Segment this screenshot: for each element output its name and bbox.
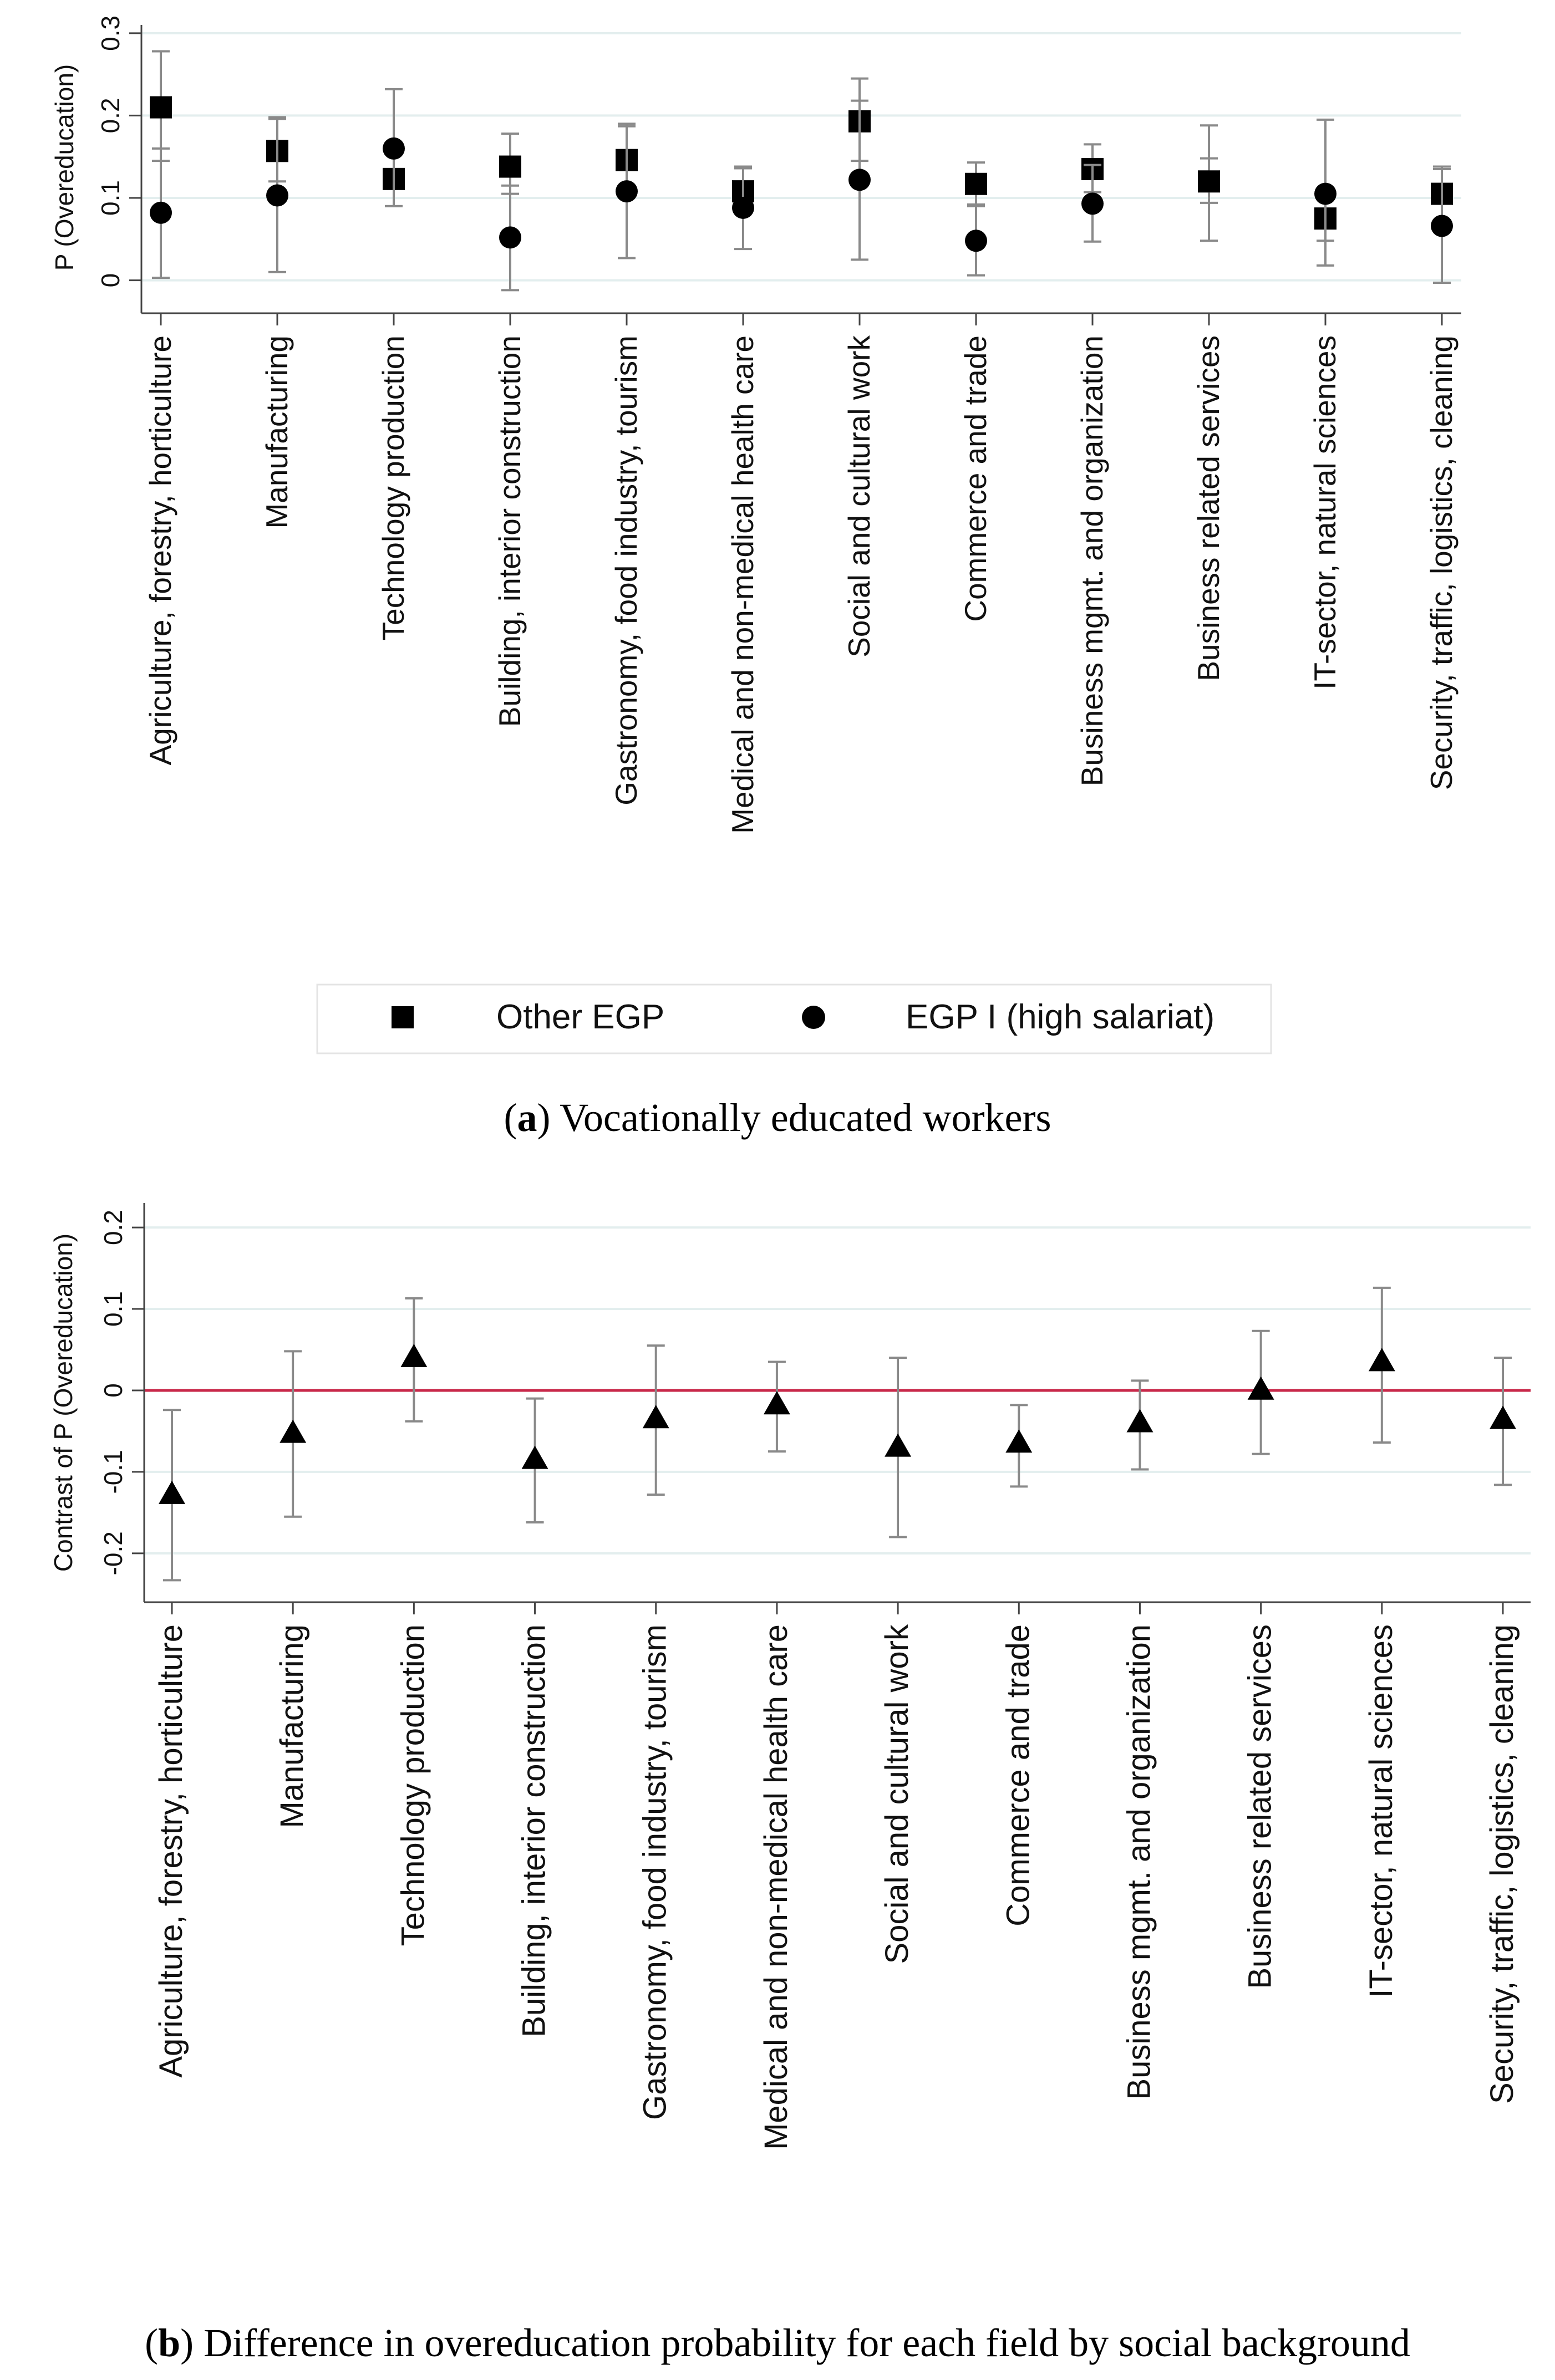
y-tick-label-a-2: 0.2 (96, 98, 125, 134)
category-labels-a (143, 335, 1459, 834)
y-tick-label-b-4: -0.2 (99, 1531, 128, 1576)
y-tick-label-b-0: 0.2 (99, 1210, 128, 1246)
point-circle-a-s1-4 (616, 180, 638, 202)
point-circle-a-s1-11 (1431, 215, 1453, 237)
legend-label-egp-i: EGP I (high salariat) (906, 998, 1215, 1036)
point-circle-a-s1-9 (1198, 170, 1220, 192)
legend-marker-other-egp (392, 1006, 414, 1028)
y-tick-label-b-1: 0.1 (99, 1291, 128, 1327)
category-label-a-0: Agriculture, forestry, horticulture (143, 335, 177, 766)
category-label-a-11: Security, traffic, logistics, cleaning (1424, 335, 1459, 791)
y-axis-label-b: Contrast of P (Overeducation) (49, 1233, 78, 1572)
point-circle-a-s1-5 (732, 197, 754, 219)
caption-b-text: Difference in overeducation probability for each field by social background (194, 2321, 1410, 2365)
category-label-a-9: Business related services (1191, 335, 1226, 681)
point-circle-a-s1-0 (150, 202, 172, 224)
y-tick-label-a-1: 0.1 (96, 180, 125, 216)
category-labels-b (153, 1624, 1520, 2150)
category-label-a-5: Medical and non-medical health care (725, 335, 760, 834)
point-circle-a-s1-2 (383, 137, 405, 160)
x-ticks-a (161, 313, 1442, 325)
caption-b: (b) Difference in overeducation probability for each field by social background (145, 2321, 1410, 2365)
point-square-a-s0-3 (499, 156, 521, 178)
point-circle-a-s1-10 (1314, 183, 1337, 205)
plot-area-a (141, 25, 1461, 313)
y-tick-labels-a (96, 16, 125, 287)
category-label-b-2: Technology production (395, 1624, 431, 1946)
category-label-a-10: IT-sector, natural sciences (1308, 335, 1342, 690)
category-label-a-3: Building, interior construction (492, 335, 527, 727)
chart-b (49, 1203, 1531, 2150)
category-label-b-0: Agriculture, forestry, horticulture (153, 1624, 189, 2078)
point-circle-a-s1-8 (1081, 192, 1104, 215)
legend (317, 985, 1271, 1053)
category-label-b-7: Commerce and trade (1000, 1624, 1036, 1927)
category-label-b-4: Gastronomy, food industry, tourism (637, 1624, 673, 2120)
point-square-a-s0-7 (965, 173, 987, 195)
point-circle-a-s1-7 (965, 230, 987, 252)
point-circle-a-s1-1 (266, 185, 288, 207)
category-label-a-8: Business mgmt. and organization (1075, 335, 1109, 787)
legend-marker-egp-i (802, 1006, 825, 1029)
caption-a-letter: a (517, 1095, 537, 1140)
category-label-a-4: Gastronomy, food industry, tourism (609, 335, 643, 806)
category-label-b-8: Business mgmt. and organization (1121, 1624, 1157, 2100)
category-label-a-7: Commerce and trade (958, 335, 993, 622)
chart-a (50, 16, 1461, 1053)
category-label-b-10: IT-sector, natural sciences (1363, 1624, 1399, 1998)
x-ticks-b (172, 1602, 1503, 1614)
category-label-b-1: Manufacturing (274, 1624, 311, 1828)
category-label-a-2: Technology production (376, 335, 410, 641)
y-tick-label-b-2: 0 (99, 1383, 128, 1398)
y-tick-labels-b (99, 1210, 128, 1575)
y-tick-label-b-3: -0.1 (99, 1450, 128, 1494)
legend-label-other-egp: Other EGP (496, 998, 665, 1036)
category-label-a-6: Social and cultural work (842, 335, 876, 658)
point-circle-a-s1-6 (848, 169, 871, 191)
category-label-b-3: Building, interior construction (516, 1624, 552, 2037)
y-tick-label-a-3: 0.3 (96, 15, 125, 51)
y-tick-label-a-0: 0 (96, 273, 125, 288)
caption-a: (a) Vocationally educated workers (504, 1095, 1051, 1140)
caption-b-letter: b (158, 2321, 181, 2365)
category-label-a-1: Manufacturing (260, 335, 294, 529)
category-label-b-9: Business related services (1242, 1624, 1278, 1989)
category-label-b-5: Medical and non-medical health care (758, 1624, 794, 2150)
plot-area-b (144, 1203, 1531, 1602)
category-label-b-11: Security, traffic, logistics, cleaning (1484, 1624, 1520, 2104)
caption-a-text: Vocationally educated workers (550, 1095, 1051, 1140)
category-label-b-6: Social and cultural work (879, 1624, 916, 1964)
point-square-a-s0-0 (150, 96, 172, 119)
y-axis-label-a: P (Overeducation) (50, 64, 79, 271)
point-circle-a-s1-3 (499, 226, 521, 248)
